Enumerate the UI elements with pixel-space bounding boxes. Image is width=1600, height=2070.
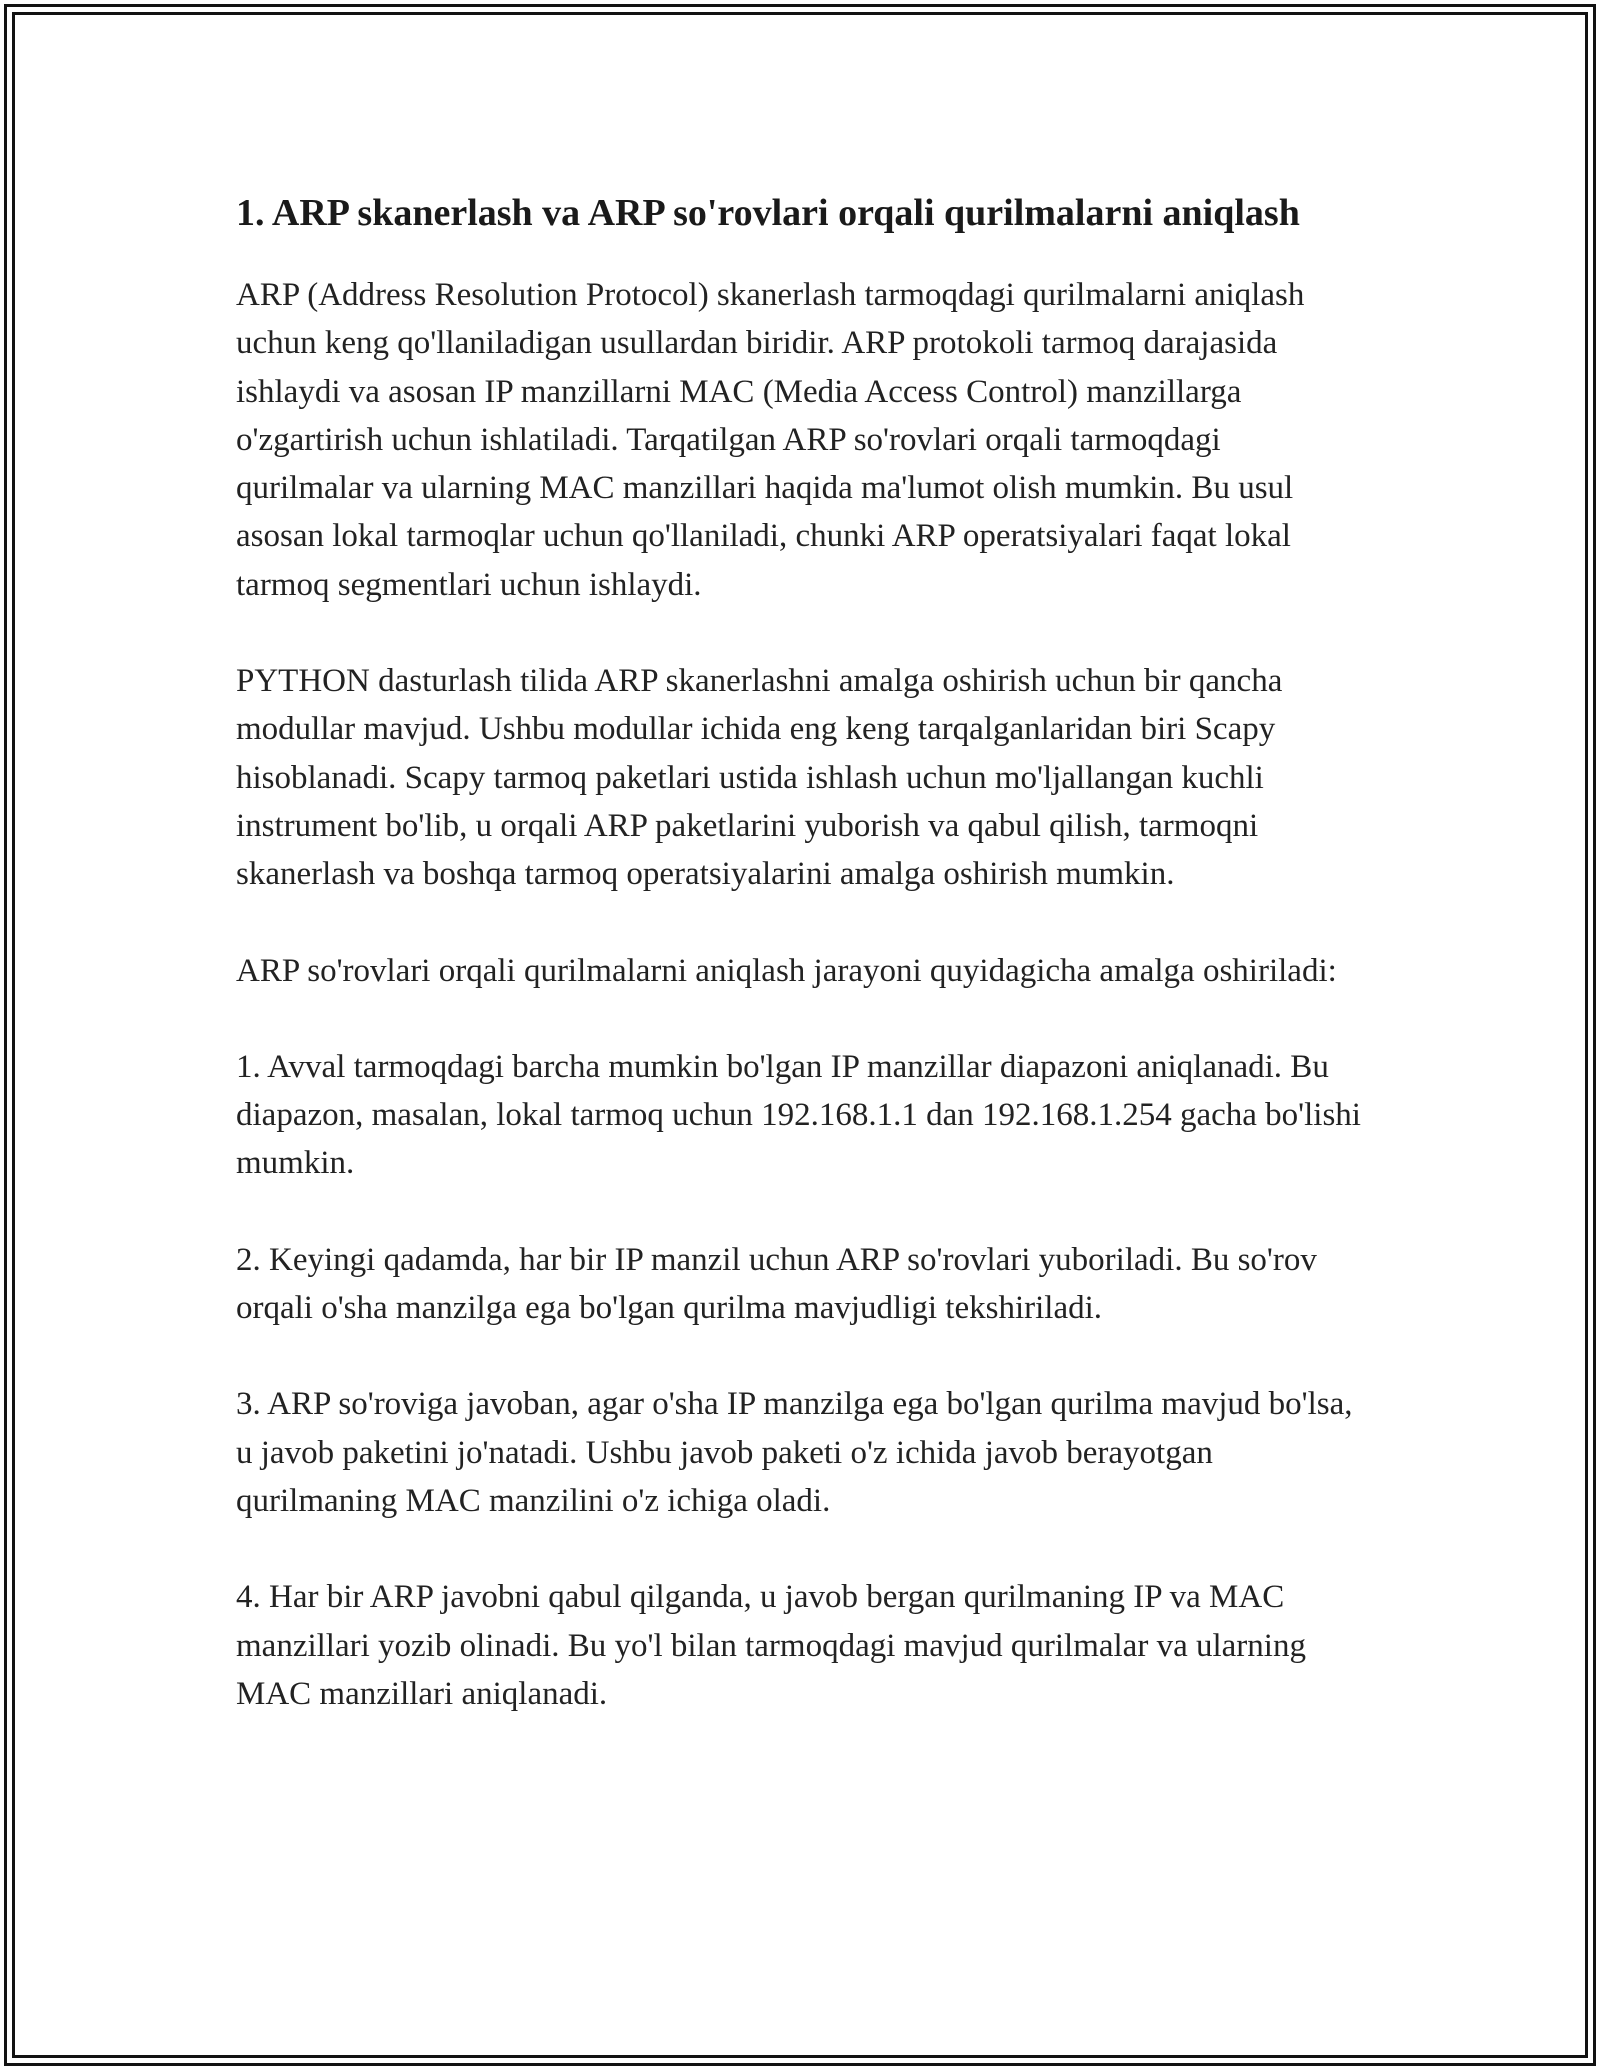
list-item-step-2: 2. Keyingi qadamda, har bir IP manzil uchun ARP so'rovlari yuboriladi. Bu so'rov orqali o'sha manzilga ega bo'lgan qurilma mavjudligi tekshiriladi. [236, 1241, 1317, 1327]
paragraph-process-intro: ARP so'rovlari orqali qurilmalarni aniqlash jarayoni quyidagicha amalga oshiriladi: [236, 952, 1337, 989]
list-item-step-1: 1. Avval tarmoqdagi barcha mumkin bo'lgan IP manzillar diapazoni aniqlanadi. Bu diapazon, masalan, lokal tarmoq uchun 192.168.1.1 dan 192.168.1.254 gacha bo'lishi mumkin. [236, 1048, 1361, 1182]
paragraph-arp-intro: ARP (Address Resolution Protocol) skanerlash tarmoqdagi qurilmalarni aniqlash uchun keng qo'llaniladigan usullardan biridir. ARP protokoli tarmoq darajasida ishlaydi va asosan IP manzillarni MAC (Media Access Control) manzillarga o'zgartirish uchun ishlatiladi. Tarqatilgan ARP so'rovlari orqali tarmoqdagi qurilmalar va ularning MAC manzillari haqida ma'lumot olish mumkin. Bu usul asosan lokal tarmoqlar uchun qo'llaniladi, chunki ARP operatsiyalari faqat lokal tarmoq segmentlari uchun ishlaydi. [236, 277, 1305, 603]
section-title: 1. ARP skanerlash va ARP so'rovlari orqali qurilmalarni aniqlash [236, 192, 1300, 234]
document-body [236, 186, 1366, 1718]
paragraph-python-scapy: PYTHON dasturlash tilida ARP skanerlashni amalga oshirish uchun bir qancha modullar mavjud. Ushbu modullar ichida eng keng tarqalganlaridan biri Scapy hisoblanadi. Scapy tarmoq paketlari ustida ishlash uchun mo'ljallangan kuchli instrument bo'lib, u orqali ARP paketlarini yuborish va qabul qilish, tarmoqni skanerlash va boshqa tarmoq operatsiyalarini amalga oshirish mumkin. [236, 663, 1283, 893]
list-item-step-3: 3. ARP so'roviga javoban, agar o'sha IP manzilga ega bo'lgan qurilma mavjud bo'lsa, u javob paketini jo'natadi. Ushbu javob paketi o'z ichida javob berayotgan qurilmaning MAC manzilini o'z ichiga oladi. [236, 1386, 1353, 1519]
list-item-step-4: 4. Har bir ARP javobni qabul qilganda, u javob bergan qurilmaning IP va MAC manzillari yozib olinadi. Bu yo'l bilan tarmoqdagi mavjud qurilmalar va ularning MAC manzillari aniqlanadi. [236, 1579, 1306, 1712]
